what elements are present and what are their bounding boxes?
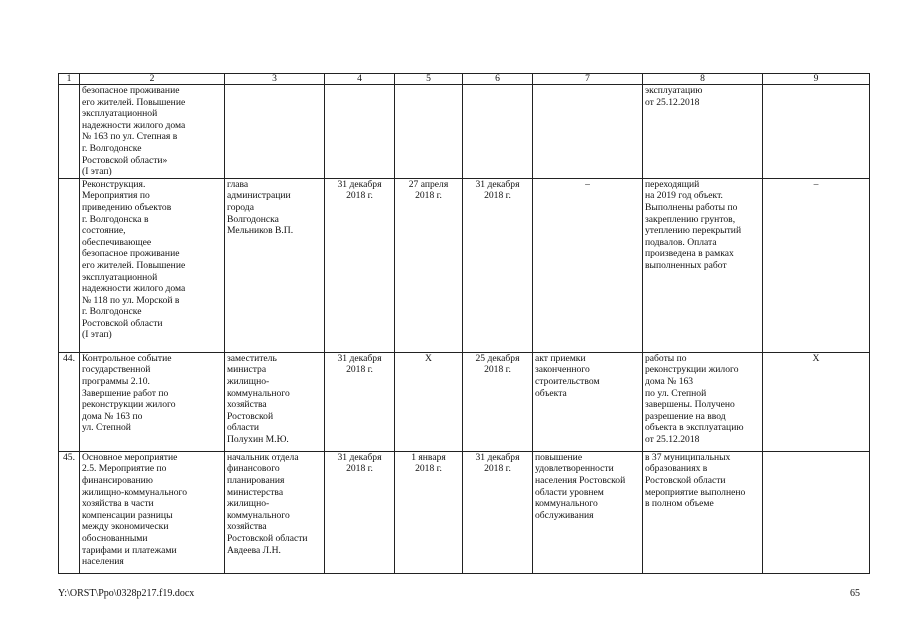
table-row [59,451,870,573]
column-header: 5 [395,74,463,85]
table-row [59,352,870,451]
fact-start-date-cell: X [395,352,463,451]
fact-end-date-cell: 25 декабря 2018 г. [463,352,533,451]
fact-start-date-cell: 1 января 2018 г. [395,451,463,573]
event-name-cell: безопасное проживание его жителей. Повышение эксплуатационной надежности жилого дома № 163 по ул. Степная в г. Волгодонске Ростовской области» (I этап) [80,85,225,179]
fact-start-date-cell: 27 апреля 2018 г. [395,178,463,352]
fact-start-date-cell [395,85,463,179]
reasons-cell: X [763,352,870,451]
column-header: 7 [533,74,643,85]
file-path-footer: Y:\ORST\Ppo\0328p217.f19.docx [58,588,195,599]
actual-result-cell: работы по реконструкции жилого дома № 163 по ул. Степной завершены. Получено разрешение на ввод объекта в эксплуатацию от 25.12.2018 [643,352,763,451]
reasons-cell [763,85,870,179]
event-name-cell: Основное мероприятие 2.5. Мероприятие по финансированию жилищно-коммунального хозяйства в части компенсации разницы между экономически обоснованными тарифами и платежами населения [80,451,225,573]
event-name-cell: Реконструкция. Мероприятия по приведению объектов г. Волгодонска в состояние, обеспечивающее безопасное проживание его жителей. Повышение эксплуатационной надежности жилого дома № 118 по ул. Морской в г. Волгодонске Ростовской области (I этап) [80,178,225,352]
column-header: 6 [463,74,533,85]
plan-end-date-cell [325,85,395,179]
fact-end-date-cell: 31 декабря 2018 г. [463,178,533,352]
reasons-cell: – [763,178,870,352]
plan-end-date-cell: 31 декабря 2018 г. [325,178,395,352]
reasons-cell [763,451,870,573]
column-header: 3 [225,74,325,85]
planned-result-cell: акт приемки законченного строительством объекта [533,352,643,451]
fact-end-date-cell [463,85,533,179]
row-number [59,178,80,352]
row-number: 44. [59,352,80,451]
actual-result-cell: эксплуатацию от 25.12.2018 [643,85,763,179]
planned-result-cell: – [533,178,643,352]
responsible-cell: заместитель министра жилищно- коммунального хозяйства Ростовской области Полухин М.Ю. [225,352,325,451]
column-header: 8 [643,74,763,85]
plan-end-date-cell: 31 декабря 2018 г. [325,352,395,451]
table-row [59,178,870,352]
row-number [59,85,80,179]
page-number: 65 [850,588,860,599]
actual-result-cell: в 37 муниципальных образованиях в Ростовской области мероприятие выполнено в полном объеме [643,451,763,573]
table-header-row [59,74,870,85]
plan-end-date-cell: 31 декабря 2018 г. [325,451,395,573]
report-table [58,73,870,574]
column-header: 4 [325,74,395,85]
fact-end-date-cell: 31 декабря 2018 г. [463,451,533,573]
table-row [59,85,870,179]
planned-result-cell [533,85,643,179]
row-number: 45. [59,451,80,573]
column-header: 9 [763,74,870,85]
column-header: 2 [80,74,225,85]
column-header: 1 [59,74,80,85]
responsible-cell: начальник отдела финансового планирования министерства жилищно- коммунального хозяйства Ростовской области Авдеева Л.Н. [225,451,325,573]
actual-result-cell: переходящий на 2019 год объект. Выполнены работы по закреплению грунтов, утеплению перекрытий подвалов. Оплата произведена в рамках выполненных работ [643,178,763,352]
planned-result-cell: повышение удовлетворенности населения Ростовской области уровнем коммунального обслуживания [533,451,643,573]
event-name-cell: Контрольное событие государственной программы 2.10. Завершение работ по реконструкции жилого дома № 163 по ул. Степной [80,352,225,451]
responsible-cell [225,85,325,179]
responsible-cell: глава администрации города Волгодонска Мельников В.П. [225,178,325,352]
